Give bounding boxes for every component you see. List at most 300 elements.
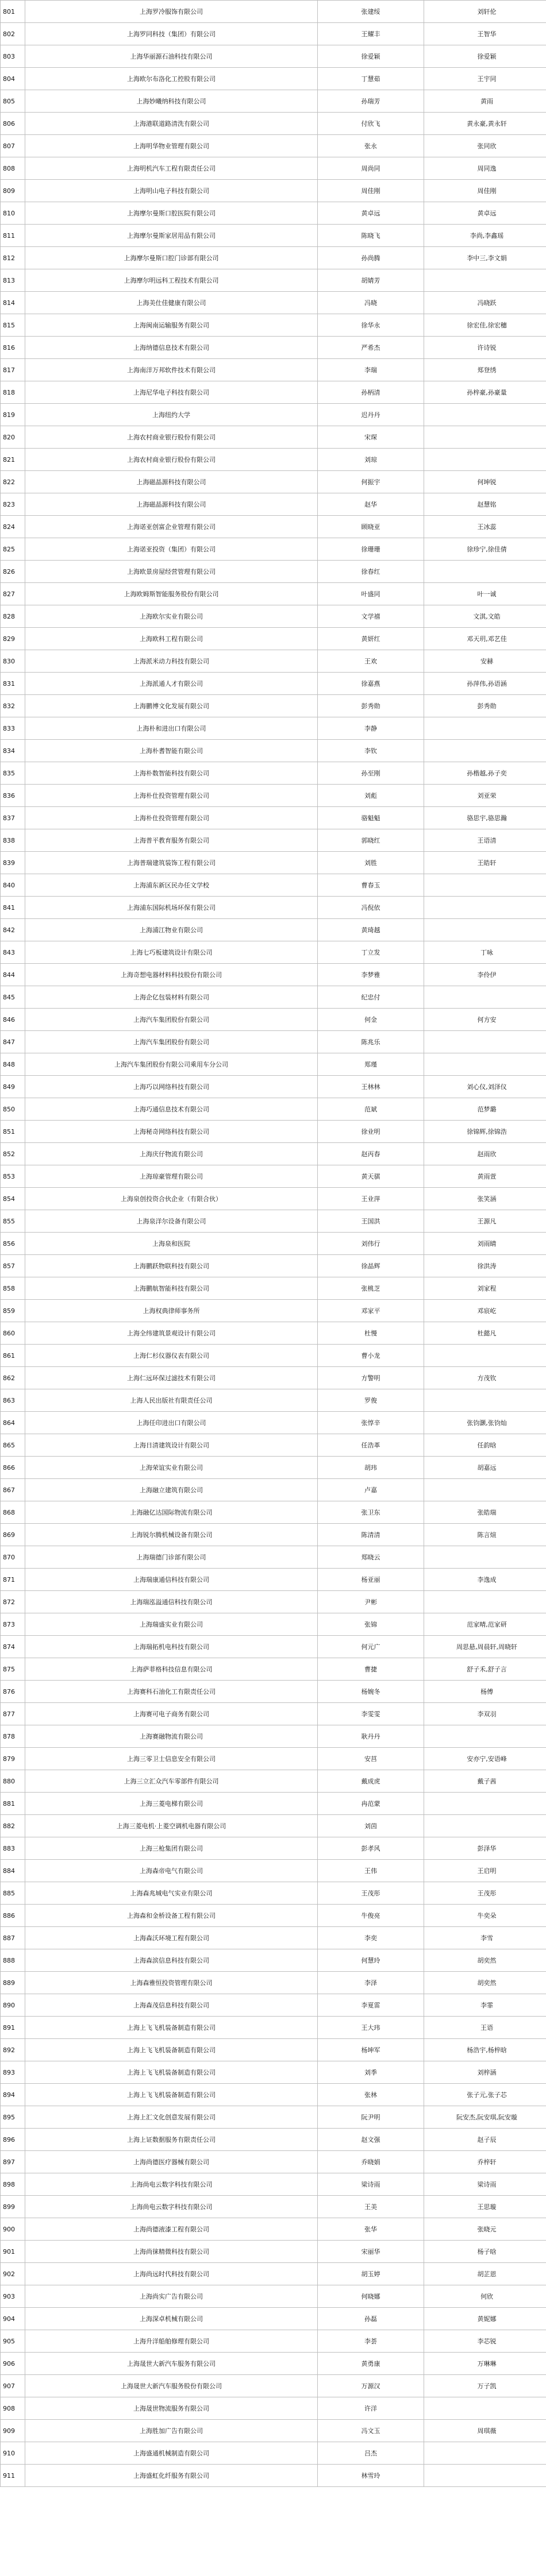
related-names: 赵雨欣 (424, 1143, 546, 1165)
table-row (1, 202, 546, 225)
company-name: 上海欧景房屋经营管理有限公司 (25, 561, 318, 583)
row-number: 811 (1, 225, 25, 247)
row-number: 869 (1, 1524, 25, 1546)
related-names: 舒子禾,舒子言 (424, 1658, 546, 1681)
company-name: 上海鹏博文化发展有限公司 (25, 695, 318, 717)
related-names: 乔梓轩 (424, 2151, 546, 2173)
table-row (1, 45, 546, 68)
table-row (1, 1636, 546, 1658)
row-number: 873 (1, 1613, 25, 1636)
related-names: 李尚,李鑫瑶 (424, 225, 546, 247)
contact-name: 彭孝风 (318, 1837, 424, 1860)
related-names (424, 1031, 546, 1053)
related-names: 孙梓豪,孙豪量 (424, 381, 546, 404)
row-number: 891 (1, 2017, 25, 2039)
company-name: 上海上飞飞机装备制造有限公司 (25, 2061, 318, 2084)
contact-name: 骆魁魁 (318, 807, 424, 829)
related-names: 李霏 (424, 1994, 546, 2017)
company-name: 上海三枪集团有限公司 (25, 1837, 318, 1860)
contact-name: 徐珊珊 (318, 538, 424, 561)
row-number: 810 (1, 202, 25, 225)
row-number: 897 (1, 2151, 25, 2173)
table-row (1, 829, 546, 852)
table-row (1, 695, 546, 717)
table-row (1, 2285, 546, 2308)
table-row (1, 1053, 546, 1076)
company-name: 上海欧尔布洛化工控股有限公司 (25, 68, 318, 90)
company-name: 上海泉洋尔设备有限公司 (25, 1210, 318, 1233)
company-name: 上海盛通机械制造有限公司 (25, 2442, 318, 2465)
related-names: 徐洪涛 (424, 1255, 546, 1277)
table-row (1, 2017, 546, 2039)
table-row (1, 1927, 546, 1949)
row-number: 823 (1, 493, 25, 516)
company-name: 上海赛融物流有限公司 (25, 1725, 318, 1748)
row-number: 829 (1, 628, 25, 650)
company-name: 上海琼豪管理有限公司 (25, 1165, 318, 1188)
row-number: 851 (1, 1121, 25, 1143)
contact-name: 张华 (318, 2218, 424, 2241)
row-number: 833 (1, 717, 25, 740)
company-name: 上海全纬建筑景观设计有限公司 (25, 1322, 318, 1345)
table-row (1, 2330, 546, 2353)
related-names: 刘轩伦 (424, 1, 546, 23)
row-number: 824 (1, 516, 25, 538)
contact-name: 王国洪 (318, 1210, 424, 1233)
table-row (1, 135, 546, 157)
company-name: 上海汽车集团股份有限公司 (25, 1031, 318, 1053)
row-number: 856 (1, 1233, 25, 1255)
table-row (1, 1725, 546, 1748)
contact-name: 许洋 (318, 2397, 424, 2420)
row-number: 830 (1, 650, 25, 673)
company-name: 上海磁晶源科技有限公司 (25, 471, 318, 493)
row-number: 900 (1, 2218, 25, 2241)
related-names: 何方安 (424, 1009, 546, 1031)
table-row (1, 1255, 546, 1277)
row-number: 846 (1, 1009, 25, 1031)
row-number: 892 (1, 2039, 25, 2061)
related-names: 刘家程 (424, 1277, 546, 1300)
company-name: 上海浦东新区民办任文学校 (25, 874, 318, 897)
related-names: 刘梓涵 (424, 2061, 546, 2084)
company-name: 上海浦东国际机场环保有限公司 (25, 897, 318, 919)
table-row (1, 493, 546, 516)
contact-name: 胡婧芳 (318, 269, 424, 292)
table-row (1, 2151, 546, 2173)
company-name: 上海上证数据服务有限责任公司 (25, 2129, 318, 2151)
table-row (1, 1949, 546, 1972)
related-names: 刘亚荣 (424, 785, 546, 807)
row-number: 894 (1, 2084, 25, 2106)
row-number: 818 (1, 381, 25, 404)
contact-name: 梁诗雨 (318, 2173, 424, 2196)
company-name: 上海华丽源石油科技有限公司 (25, 45, 318, 68)
related-names: 徐爱颖 (424, 45, 546, 68)
row-number: 881 (1, 1793, 25, 1815)
row-number: 857 (1, 1255, 25, 1277)
table-row (1, 225, 546, 247)
table-row (1, 2353, 546, 2375)
table-row (1, 919, 546, 941)
company-name: 上海罗冷服饰有限公司 (25, 1, 318, 23)
table-row (1, 1, 546, 23)
table-row (1, 740, 546, 762)
row-number: 865 (1, 1434, 25, 1457)
table-row (1, 471, 546, 493)
contact-name: 文学禧 (318, 605, 424, 628)
contact-name: 郑晓云 (318, 1546, 424, 1569)
contact-name: 冯晓 (318, 292, 424, 314)
company-name: 上海赛科石油化工有限责任公司 (25, 1681, 318, 1703)
related-names: 黄永豪,黄永轩 (424, 113, 546, 135)
row-number: 862 (1, 1367, 25, 1389)
table-row (1, 1837, 546, 1860)
related-names: 张钧灏,张钧灿 (424, 1412, 546, 1434)
related-names: 李伶伊 (424, 964, 546, 986)
company-name: 上海晟世大新汽车服务有限公司 (25, 2353, 318, 2375)
contact-name: 李瑞 (318, 359, 424, 381)
table-row (1, 1031, 546, 1053)
row-number: 875 (1, 1658, 25, 1681)
contact-name: 胡玉婷 (318, 2263, 424, 2285)
row-number: 826 (1, 561, 25, 583)
row-number: 854 (1, 1188, 25, 1210)
company-name: 上海美仕佳健康有限公司 (25, 292, 318, 314)
related-names: 丁咏 (424, 941, 546, 964)
table-row (1, 90, 546, 113)
contact-name: 方警明 (318, 1367, 424, 1389)
related-names (424, 1479, 546, 1501)
table-row (1, 2218, 546, 2241)
table-row (1, 1681, 546, 1703)
row-number: 872 (1, 1591, 25, 1613)
company-name: 上海上飞飞机装备制造有限公司 (25, 2017, 318, 2039)
related-names: 赵慧铭 (424, 493, 546, 516)
row-number: 809 (1, 180, 25, 202)
related-names (424, 1053, 546, 1076)
table-row (1, 269, 546, 292)
company-name: 上海晟世物流服务有限公司 (25, 2397, 318, 2420)
table-row (1, 1277, 546, 1300)
contact-name: 阮尹明 (318, 2106, 424, 2129)
contact-name: 何振宇 (318, 471, 424, 493)
row-number: 899 (1, 2196, 25, 2218)
related-names: 黄雨萱 (424, 1165, 546, 1188)
table-row (1, 1121, 546, 1143)
row-number: 889 (1, 1972, 25, 1994)
related-names: 许诗锐 (424, 337, 546, 359)
related-names: 孙萍伟,孙语涵 (424, 673, 546, 695)
company-name: 上海尚徕精微科技有限公司 (25, 2241, 318, 2263)
related-names: 何欣 (424, 2285, 546, 2308)
row-number: 812 (1, 247, 25, 269)
table-row (1, 2129, 546, 2151)
related-names: 王冰蕊 (424, 516, 546, 538)
related-names: 张子元,张子芯 (424, 2084, 546, 2106)
row-number: 863 (1, 1389, 25, 1412)
related-names: 王智华 (424, 23, 546, 45)
related-names: 方茂钦 (424, 1367, 546, 1389)
related-names: 王启明 (424, 1860, 546, 1882)
company-name: 上海升洋船舶修理有限公司 (25, 2330, 318, 2353)
row-number: 903 (1, 2285, 25, 2308)
row-number: 864 (1, 1412, 25, 1434)
row-number: 866 (1, 1457, 25, 1479)
contact-name: 赵丙春 (318, 1143, 424, 1165)
company-name: 上海上飞飞机装备制造有限公司 (25, 2039, 318, 2061)
table-row (1, 1860, 546, 1882)
table-row (1, 2106, 546, 2129)
contact-name: 罗俊 (318, 1389, 424, 1412)
company-name: 上海权典律师事务所 (25, 1300, 318, 1322)
contact-name: 徐晶辉 (318, 1255, 424, 1277)
row-number: 816 (1, 337, 25, 359)
row-number: 802 (1, 23, 25, 45)
related-names: 李逸成 (424, 1569, 546, 1591)
row-number: 870 (1, 1546, 25, 1569)
row-number: 844 (1, 964, 25, 986)
related-names: 任韵晗 (424, 1434, 546, 1457)
row-number: 852 (1, 1143, 25, 1165)
related-names: 王语 (424, 2017, 546, 2039)
company-name: 上海仁远环保过滤技术有限公司 (25, 1367, 318, 1389)
table-row (1, 337, 546, 359)
row-number: 893 (1, 2061, 25, 2084)
contact-name: 李泽 (318, 1972, 424, 1994)
table-row (1, 157, 546, 180)
contact-name: 赵文强 (318, 2129, 424, 2151)
company-name: 上海磁晶源科技有限公司 (25, 493, 318, 516)
related-names: 郑登绣 (424, 359, 546, 381)
contact-name: 孙柄清 (318, 381, 424, 404)
contact-name: 李钦 (318, 740, 424, 762)
row-number: 817 (1, 359, 25, 381)
contact-name: 王大玮 (318, 2017, 424, 2039)
related-names: 杨傅 (424, 1681, 546, 1703)
table-row (1, 807, 546, 829)
related-names: 彭秀勋 (424, 695, 546, 717)
row-number: 821 (1, 449, 25, 471)
row-number: 822 (1, 471, 25, 493)
contact-name: 戴成虎 (318, 1770, 424, 1793)
row-number: 828 (1, 605, 25, 628)
row-number: 907 (1, 2375, 25, 2397)
contact-name: 张惇辛 (318, 1412, 424, 1434)
related-names: 黄妮娜 (424, 2308, 546, 2330)
related-names (424, 1815, 546, 1837)
company-name: 上海纽约大学 (25, 404, 318, 426)
company-name: 上海派通人才有限公司 (25, 673, 318, 695)
company-name: 上海盛虹化纤服务有限公司 (25, 2465, 318, 2487)
related-names: 李芯锐 (424, 2330, 546, 2353)
row-number: 838 (1, 829, 25, 852)
row-number: 825 (1, 538, 25, 561)
related-names (424, 2397, 546, 2420)
row-number: 905 (1, 2330, 25, 2353)
row-number: 827 (1, 583, 25, 605)
table-row (1, 2308, 546, 2330)
table-row (1, 1143, 546, 1165)
table-row (1, 852, 546, 874)
contact-name: 李静 (318, 717, 424, 740)
contact-name: 安莒 (318, 1748, 424, 1770)
related-names: 文淇,文皓 (424, 605, 546, 628)
company-name: 上海巧通信息技术有限公司 (25, 1098, 318, 1121)
table-row (1, 1703, 546, 1725)
table-row (1, 717, 546, 740)
related-names: 阮安杰,阮安琪,阮安璇 (424, 2106, 546, 2129)
contact-name: 耿丹丹 (318, 1725, 424, 1748)
row-number: 855 (1, 1210, 25, 1233)
table-row (1, 2196, 546, 2218)
contact-name: 杜慢 (318, 1322, 424, 1345)
contact-name: 曹小龙 (318, 1345, 424, 1367)
table-row (1, 1479, 546, 1501)
company-name: 上海三菱电梯有限公司 (25, 1793, 318, 1815)
contact-name: 刘伟行 (318, 1233, 424, 1255)
contact-name: 黄勇康 (318, 2353, 424, 2375)
row-number: 888 (1, 1949, 25, 1972)
company-name: 上海融亿达国际物流有限公司 (25, 1501, 318, 1524)
related-names: 骆思宇,骆思瀚 (424, 807, 546, 829)
company-name: 上海瑞泓溢通信科技有限公司 (25, 1591, 318, 1613)
table-row (1, 561, 546, 583)
row-number: 858 (1, 1277, 25, 1300)
table-row (1, 426, 546, 449)
company-name: 上海欧科工程有限公司 (25, 628, 318, 650)
table-row (1, 1793, 546, 1815)
contact-name: 何慧玲 (318, 1949, 424, 1972)
company-name: 上海巧以网络科技有限公司 (25, 1076, 318, 1098)
company-name: 上海摩尔明远科工程技术有限公司 (25, 269, 318, 292)
related-names (424, 1546, 546, 1569)
table-row (1, 2442, 546, 2465)
row-number: 906 (1, 2353, 25, 2375)
company-name: 上海尚远时代科技有限公司 (25, 2263, 318, 2285)
table-row (1, 404, 546, 426)
company-name: 上海庆仔物流有限公司 (25, 1143, 318, 1165)
table-row (1, 314, 546, 337)
related-names: 牛奕朵 (424, 1905, 546, 1927)
contact-name: 宋琛 (318, 426, 424, 449)
row-number: 835 (1, 762, 25, 785)
company-name: 上海深卓机械有限公司 (25, 2308, 318, 2330)
related-names: 胡嘉远 (424, 1457, 546, 1479)
related-names: 张晓元 (424, 2218, 546, 2241)
row-number: 849 (1, 1076, 25, 1098)
row-number: 904 (1, 2308, 25, 2330)
table-row (1, 762, 546, 785)
company-name: 上海明机汽车工程有限责任公司 (25, 157, 318, 180)
row-number: 884 (1, 1860, 25, 1882)
company-name: 上海任印进出口有限公司 (25, 1412, 318, 1434)
company-name: 上海瑞康通信科技有限公司 (25, 1569, 318, 1591)
table-row (1, 1009, 546, 1031)
related-names: 安赫 (424, 650, 546, 673)
company-name: 上海朴仕投资管理有限公司 (25, 785, 318, 807)
contact-name: 李梦雅 (318, 964, 424, 986)
related-names: 王思璇 (424, 2196, 546, 2218)
contact-name: 冯文玉 (318, 2420, 424, 2442)
row-number: 902 (1, 2263, 25, 2285)
contact-name: 张锦 (318, 1613, 424, 1636)
contact-name: 尹彬 (318, 1591, 424, 1613)
row-number: 885 (1, 1882, 25, 1905)
company-name: 上海瑞拓机电科技有限公司 (25, 1636, 318, 1658)
company-name: 上海尚德医疗器械有限公司 (25, 2151, 318, 2173)
related-names (424, 1345, 546, 1367)
company-name: 上海企亿包装材料有限公司 (25, 986, 318, 1009)
contact-name: 郭晓红 (318, 829, 424, 852)
table-row (1, 23, 546, 45)
table-row (1, 1658, 546, 1681)
contact-name: 叶盛同 (318, 583, 424, 605)
company-name: 上海朴数智能科技有限公司 (25, 762, 318, 785)
related-names (424, 740, 546, 762)
related-names (424, 1591, 546, 1613)
company-name: 上海日清建筑设计有限公司 (25, 1434, 318, 1457)
company-name: 上海汽车集团股份有限公司 (25, 1009, 318, 1031)
contact-name: 严希杰 (318, 337, 424, 359)
table-row (1, 180, 546, 202)
contact-name: 王伟 (318, 1860, 424, 1882)
contact-name: 黄卓远 (318, 202, 424, 225)
table-row (1, 1434, 546, 1457)
contact-name: 刘季 (318, 2061, 424, 2084)
related-names (424, 1725, 546, 1748)
related-names (424, 449, 546, 471)
contact-name: 纪忠付 (318, 986, 424, 1009)
related-names: 王宇同 (424, 68, 546, 90)
table-row (1, 1972, 546, 1994)
roster-body (1, 1, 546, 2487)
contact-name: 刘彪 (318, 785, 424, 807)
row-number: 876 (1, 1681, 25, 1703)
related-names: 邓天玥,邓艺佳 (424, 628, 546, 650)
table-row (1, 1905, 546, 1927)
company-name: 上海摩尔曼斯口腔医院有限公司 (25, 202, 318, 225)
company-name: 上海朴仕投资管理有限公司 (25, 807, 318, 829)
contact-name: 李夏雷 (318, 1994, 424, 2017)
company-name: 上海融立建筑有限公司 (25, 1479, 318, 1501)
contact-name: 徐嘉燕 (318, 673, 424, 695)
table-row (1, 1322, 546, 1345)
related-names: 王皓轩 (424, 852, 546, 874)
table-row (1, 874, 546, 897)
related-names: 徐珍宁,徐佳倩 (424, 538, 546, 561)
table-row (1, 605, 546, 628)
row-number: 805 (1, 90, 25, 113)
row-number: 841 (1, 897, 25, 919)
table-row (1, 1165, 546, 1188)
contact-name: 张林 (318, 2084, 424, 2106)
related-names: 黄卓远 (424, 202, 546, 225)
row-number: 871 (1, 1569, 25, 1591)
contact-name: 徐业明 (318, 1121, 424, 1143)
row-number: 834 (1, 740, 25, 762)
company-name: 上海农村商业银行股份有限公司 (25, 426, 318, 449)
contact-name: 卢嘉 (318, 1479, 424, 1501)
table-row (1, 359, 546, 381)
related-names: 万琳琳 (424, 2353, 546, 2375)
row-number: 806 (1, 113, 25, 135)
table-row (1, 538, 546, 561)
row-number: 819 (1, 404, 25, 426)
related-names (424, 919, 546, 941)
company-name: 上海诺亚创富企业管理有限公司 (25, 516, 318, 538)
table-row (1, 2375, 546, 2397)
